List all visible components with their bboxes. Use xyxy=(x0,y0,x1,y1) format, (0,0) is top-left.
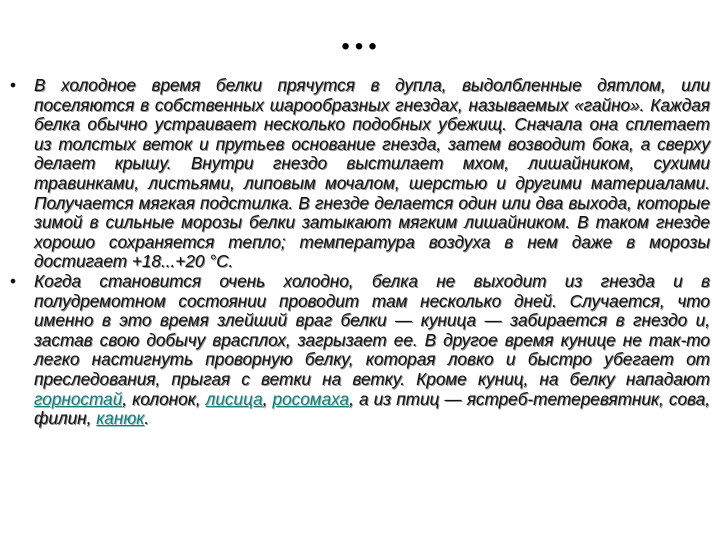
paragraph-2-end: . xyxy=(144,408,150,429)
link-rosomaha[interactable]: росомаха xyxy=(272,388,350,409)
bullet-list xyxy=(10,76,710,429)
link-kanyuk[interactable]: канюк xyxy=(96,408,145,429)
paragraph-2-text-b: , колонок, xyxy=(122,388,206,409)
link-gornostai[interactable]: горностай xyxy=(34,388,123,409)
comma-separator: , xyxy=(262,388,273,409)
slide-title: … xyxy=(339,13,381,58)
link-lisica[interactable]: лисица xyxy=(205,388,263,409)
bullet-paragraph-2 xyxy=(10,272,710,429)
bullet-icon: • xyxy=(10,75,17,95)
paragraph-1-text: В холодное время белки прячутся в дупла, выдолбленные дятлом, или поселяются в собственных шарообразных гнездах, называемых «гайно». Каждая белка обычно устраивает несколько подобных убежищ. Сначала она сплетает из толстых веток и прутьев основание гнезда, затем возводит бока, а сверху делает крышу. Внутри гнездо выстилает мхом, лишайником, сухими травинками, листьями, липовым мочалом, шерстью и другими материалами. Получается мягкая подстилка. В гнезде делается один или два выхода, которые зимой в сильные морозы белки затыкают мягким лишайником. В таком гнезде хорошо сохраняется тепло; температура воздуха в нем даже в морозы достигает +18...+20 °С. xyxy=(34,75,710,272)
bullet-icon: • xyxy=(10,270,17,291)
bullet-paragraph-1 xyxy=(10,76,710,272)
paragraph-2-text-a: Когда становится очень холодно, белка не выходит из гнезда и в полудремотном состоянии проводит там несколько дней. Случается, что именно в это время злейший враг белки — куница — забирается в гнездо и, застав свою добычу врасплох, загрызает ее. В другое время кунице не так-то легко настигнуть проворную белку, которая ловко и быстро убегает от преследования, прыгая с ветки на ветку. Кроме куниц, на белку нападают xyxy=(34,270,710,389)
paragraph-2-text-c: , а из птиц — ястреб-тетеревятник, сова, филин, xyxy=(34,388,710,429)
